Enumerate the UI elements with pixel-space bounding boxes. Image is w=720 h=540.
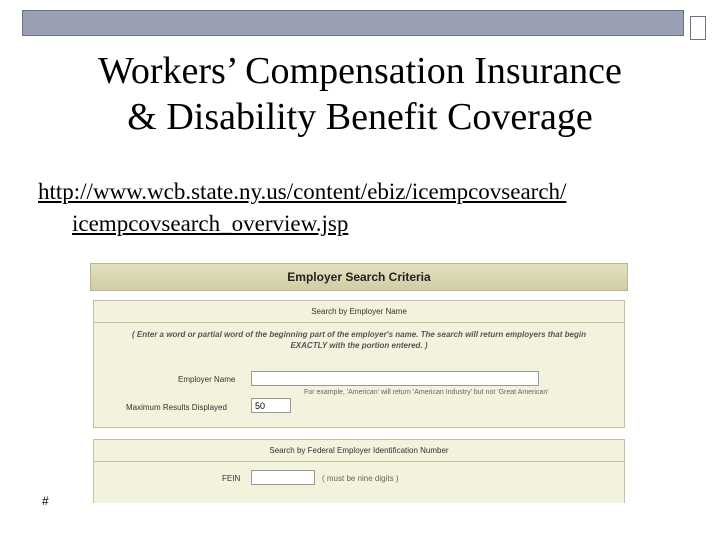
slide-decoration-bar bbox=[22, 10, 684, 36]
slide-title-line-2: & Disability Benefit Coverage bbox=[127, 96, 593, 138]
search-by-fein-title: Search by Federal Employer Identification Number bbox=[269, 446, 449, 455]
slide-url-link[interactable] bbox=[38, 176, 698, 240]
employer-name-example-hint: For example, 'American' will return 'American Industry' but not 'Great American' bbox=[304, 389, 549, 396]
employer-search-header: Employer Search Criteria bbox=[90, 263, 628, 291]
slide-title bbox=[0, 48, 720, 140]
slide-title-line-1: Workers’ Compensation Insurance bbox=[98, 50, 622, 92]
employer-name-input[interactable] bbox=[251, 371, 539, 386]
fein-input[interactable] bbox=[251, 470, 315, 485]
slide-url-line-1[interactable]: http://www.wcb.state.ny.us/content/ebiz/icempcovsearch/ bbox=[38, 179, 567, 204]
fein-row bbox=[94, 470, 624, 488]
slide-url-line-2[interactable]: icempcovsearch_overview.jsp bbox=[72, 211, 349, 236]
max-results-row bbox=[94, 398, 624, 416]
search-instructions: ( Enter a word or partial word of the beginning part of the employer's name. The search will return employers that begin EXACTLY with the portion entered. ) bbox=[132, 330, 586, 350]
max-results-input[interactable]: 50 bbox=[251, 398, 291, 413]
slide-decoration-box bbox=[690, 16, 706, 40]
employer-search-screenshot bbox=[90, 263, 628, 503]
section-divider bbox=[94, 461, 624, 462]
search-by-name-title: Search by Employer Name bbox=[311, 307, 407, 316]
max-results-label: Maximum Results Displayed bbox=[126, 403, 227, 412]
search-by-name-section bbox=[93, 300, 625, 428]
employer-name-label: Employer Name bbox=[178, 375, 236, 384]
fein-label: FEIN bbox=[222, 474, 241, 483]
fein-hint: ( must be nine digits ) bbox=[322, 474, 399, 483]
search-by-fein-section bbox=[93, 439, 625, 503]
slide-number: # bbox=[42, 494, 49, 508]
